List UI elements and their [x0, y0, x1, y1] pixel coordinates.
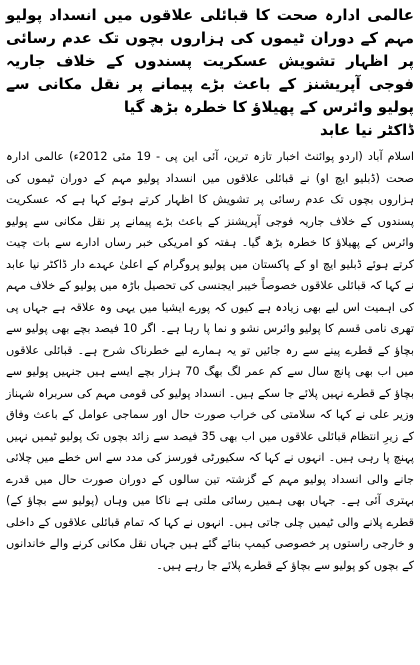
article-headline: عالمی ادارہ صحت کا قبائلی علاقوں میں انسداد پولیو مہم کے دوران ٹیموں کی ہزاروں بچوں تک عدم رسائی پر اظہار تشویش عسکریت پسندوں کے خلاف جاریہ فوجی آپریشنز کے باعث بڑے پیمانے پر نقل مکانی سے پولیو وائرس کے پھیلاؤ کا خطرہ بڑھ گیا	[6, 6, 414, 116]
article-byline: ڈاکٹر نیا عابد	[319, 121, 414, 139]
article-body: اسلام آباد (اردو پوائنٹ اخبار تازہ ترین، آئی این پی - 19 مئی 2012ء) عالمی ادارہ صحت (ڈبلیو ایچ او) نے قبائلی علاقوں میں انسداد پولیو مہم کے دوران ٹیموں کی ہزاروں بچوں تک عدم رسائی پر تشویش کا اظہار کرتے ہوئے کہا ہے کہ عسکریت پسندوں کے خلاف جاریہ فوجی آپریشنز کے باعث بڑے پیمانے پر نقل مکانی سے پولیو وائرس کے پھیلاؤ کا خطرہ بڑھ گیا۔ ہفتہ کو امریکی خبر رساں ادارے سے بات چیت کرتے ہوئے ڈبلیو ایچ او کے پاکستان میں پولیو پروگرام کے اعلیٰ عہدے دار ڈاکٹر نیا عابد نے کہا کہ قبائلی علاقوں خصوصاً خیبر ایجنسی کی تحصیل باڑہ میں پولیو کے خلاف مہم کی اہمیت اس لیے بھی زیادہ ہے کیوں کہ پورے ایشیا میں یہی وہ علاقہ ہے جہاں پی تھری نامی قسم کا پولیو وائرس نشو و نما پا رہا ہے۔ اگر 10 فیصد بچے بھی پولیو سے بچاؤ کے قطرے پینے سے رہ جائیں تو یہ ہمارے لیے خطرناک شرح ہے۔ قبائلی علاقوں میں اب بھی پانچ سال سے کم عمر لگ بھگ 70 ہزار بچے ایسے ہیں جنہیں پولیو سے بچاؤ کے قطرے نہیں پلائے جا سکے ہیں۔ انسداد پولیو کی قومی مہم کی سربراہ شہناز وزیر علی نے کہا کہ سلامتی کی خراب صورت حال اور سماجی عوامل کے باعث وفاق کے زیرِ انتظام قبائلی علاقوں میں اب بھی 35 فیصد سے زائد بچوں تک پولیو ٹیمیں نہیں پہنچ پا رہی ہیں۔ انہوں نے کہا کہ سکیورٹی فورسز کی مدد سے اس خطے میں چلائی جانے والی انسداد پولیو مہم کے گزشتہ تین سالوں کے دوران صورت حال میں قدرے بہتری آئی ہے۔ جہاں بھی ہمیں رسائی ملتی ہے ناکا میں وہاں (پولیو سے بچاؤ کے) قطرے پلانے والی ٹیمیں چلی جاتی ہیں۔ انہوں نے کہا کہ تمام قبائلی علاقوں کے داخلی و خارجی راستوں پر خصوصی کیمپ بنائے گئے ہیں جہاں نقل مکانی کرنے والے خاندانوں کے بچوں کو پولیو سے بچاؤ کے قطرے پلائے جا رہے ہیں۔	[6, 150, 414, 572]
